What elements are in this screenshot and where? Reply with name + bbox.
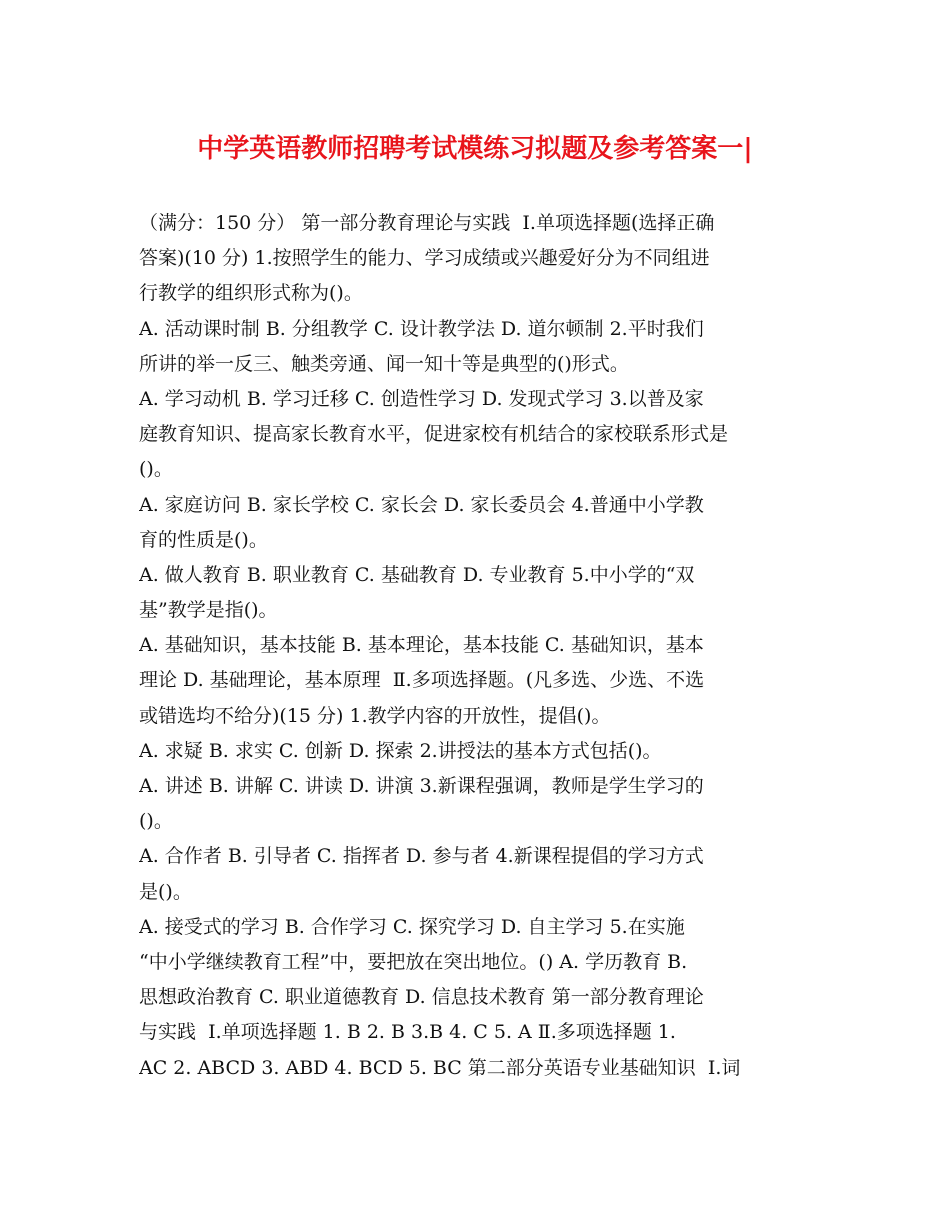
body-line: 理论 D. 基础理论，基本原理 Ⅱ.多项选择题。(凡多选、少选、不选 — [139, 669, 705, 692]
body-line: A. 求疑 B. 求实 C. 创新 D. 探索 2.讲授法的基本方式包括()。 — [139, 739, 662, 762]
document-body — [139, 206, 815, 1086]
body-line: A. 合作者 B. 引导者 C. 指挥者 D. 参与者 4.新课程提倡的学习方式 — [139, 845, 704, 868]
body-line: AC 2. ABCD 3. ABD 4. BCD 5. BC 第二部分英语专业基础知识 Ⅰ.词 — [139, 1056, 741, 1079]
body-line: 基”教学是指()。 — [139, 599, 278, 622]
body-line: 育的性质是()。 — [139, 528, 268, 551]
body-line: 是()。 — [139, 880, 192, 903]
body-line: A. 学习动机 B. 学习迁移 C. 创造性学习 D. 发现式学习 3.以普及家 — [139, 387, 704, 410]
body-line: 行教学的组织形式称为()。 — [139, 282, 363, 305]
body-line: 所讲的举一反三、触类旁通、闻一知十等是典型的()形式。 — [139, 352, 629, 375]
body-line: A. 讲述 B. 讲解 C. 讲读 D. 讲演 3.新课程强调，教师是学生学习的 — [139, 775, 704, 797]
body-line: A. 活动课时制 B. 分组教学 C. 设计教学法 D. 道尔顿制 2.平时我们 — [139, 317, 704, 340]
body-line: A. 接受式的学习 B. 合作学习 C. 探究学习 D. 自主学习 5.在实施 — [139, 915, 685, 938]
body-line: “中小学继续教育工程”中，要把放在突出地位。() A. 学历教育 B. — [139, 950, 688, 973]
body-line: 与实践 Ⅰ.单项选择题 1. B 2. B 3.B 4. C 5. A Ⅱ.多项选择题 1. — [139, 1021, 676, 1044]
body-line: A. 家庭访问 B. 家长学校 C. 家长会 D. 家长委员会 4.普通中小学教 — [139, 493, 704, 516]
body-line: （满分：150 分） 第一部分教育理论与实践 Ⅰ.单项选择题(选择正确 — [139, 212, 715, 234]
body-line: A. 基础知识，基本技能 B. 基本理论，基本技能 C. 基础知识，基本 — [139, 634, 704, 657]
body-line: 庭教育知识、提高家长教育水平，促进家校有机结合的家校联系形式是 — [139, 423, 729, 446]
body-line: ()。 — [139, 458, 173, 481]
body-line: 思想政治教育 C. 职业道德教育 D. 信息技术教育 第一部分教育理论 — [139, 986, 704, 1009]
document-title: 中学英语教师招聘考试模练习拟题及参考答案一| — [197, 134, 753, 164]
body-line: 或错选均不给分)(15 分) 1.教学内容的开放性，提倡()。 — [139, 704, 611, 727]
body-line: ()。 — [139, 810, 173, 833]
body-line: A. 做人教育 B. 职业教育 C. 基础教育 D. 专业教育 5.中小学的“双 — [139, 563, 695, 586]
body-line: 答案)(10 分) 1.按照学生的能力、学习成绩或兴趣爱好分为不同组进 — [139, 247, 710, 270]
